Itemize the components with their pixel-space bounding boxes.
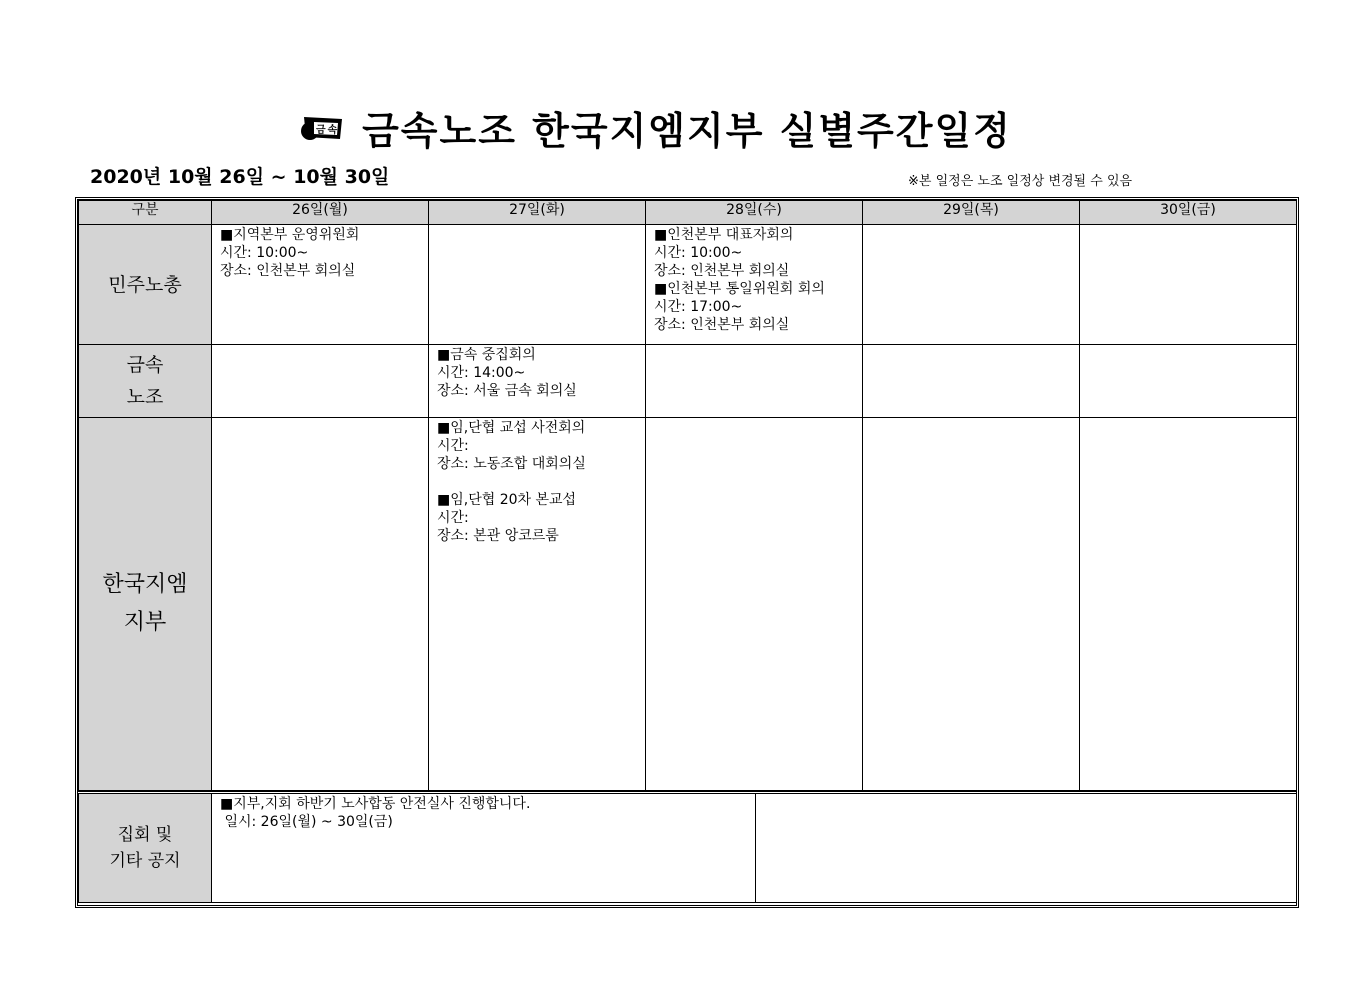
weekly-grid [78, 200, 1297, 791]
row-label: 금속 노조 [79, 345, 212, 418]
schedule-cell [1080, 345, 1297, 418]
event-title: ■금속 중집회의 [437, 347, 536, 363]
event-time: 시간: 10:00~ [220, 245, 309, 261]
schedule-cell [646, 345, 863, 418]
page-title [0, 100, 1312, 156]
title-text: 금속노조 한국지엠지부 실별주간일정 [362, 109, 1012, 153]
day-header: 26일(월) [212, 201, 429, 225]
schedule-cell [429, 345, 646, 418]
schedule-cell [863, 418, 1080, 791]
row-gm-korea [79, 418, 1297, 791]
schedule-table [75, 197, 1299, 908]
row-label: 민주노총 [79, 225, 212, 345]
event-title: ■임,단협 교섭 사전회의 [437, 420, 586, 436]
date-range: 2020년 10월 26일 ~ 10월 30일 [90, 166, 390, 188]
row-kctu [79, 225, 1297, 345]
header-row [79, 201, 1297, 225]
schedule-notice: ※본 일정은 노조 일정상 변경될 수 있음 [908, 174, 1133, 189]
schedule-cell [863, 345, 1080, 418]
union-flag-logo-icon [300, 111, 346, 156]
event-place: 장소: 본관 앙코르룸 [437, 528, 559, 544]
schedule-cell [212, 345, 429, 418]
schedule-cell [1080, 418, 1297, 791]
event-time: 시간: [437, 438, 469, 454]
event-title: ■지역본부 운영위원회 [220, 227, 360, 243]
notice-table [78, 791, 1297, 903]
day-header: 28일(수) [646, 201, 863, 225]
row-label: 한국지엠 지부 [79, 418, 212, 791]
schedule-cell [863, 225, 1080, 345]
notice-cell [212, 793, 756, 903]
event-title: ■임,단협 20차 본교섭 [437, 492, 577, 508]
event-time: 시간: [437, 510, 469, 526]
schedule-cell [429, 418, 646, 791]
event-place: 장소: 인천본부 회의실 [654, 317, 790, 333]
row-kmwu [79, 345, 1297, 418]
notice-line: ■지부,지회 하반기 노사합동 안전실사 진행합니다. [220, 796, 531, 812]
notice-cell-empty [756, 793, 1297, 903]
schedule-cell [646, 418, 863, 791]
event-place: 장소: 서울 금속 회의실 [437, 383, 577, 399]
schedule-cell [1080, 225, 1297, 345]
day-header: 29일(목) [863, 201, 1080, 225]
schedule-cell [212, 225, 429, 345]
event-time: 시간: 10:00~ [654, 245, 743, 261]
event-title: ■인천본부 대표자회의 [654, 227, 794, 243]
event-time: 시간: 14:00~ [437, 365, 526, 381]
schedule-cell [646, 225, 863, 345]
event-time: 시간: 17:00~ [654, 299, 743, 315]
notice-row [79, 793, 1297, 903]
notice-line: 일시: 26일(월) ~ 30일(금) [220, 814, 393, 830]
schedule-cell [212, 418, 429, 791]
corner-cell: 구분 [79, 201, 212, 225]
logo-text: 금속 [316, 125, 340, 136]
day-header: 27일(화) [429, 201, 646, 225]
day-header: 30일(금) [1080, 201, 1297, 225]
schedule-cell [429, 225, 646, 345]
event-title: ■인천본부 통일위원회 회의 [654, 281, 825, 297]
event-place: 장소: 노동조합 대회의실 [437, 456, 586, 472]
event-place: 장소: 인천본부 회의실 [654, 263, 790, 279]
row-label: 집회 및 기타 공지 [79, 793, 212, 903]
event-place: 장소: 인천본부 회의실 [220, 263, 356, 279]
